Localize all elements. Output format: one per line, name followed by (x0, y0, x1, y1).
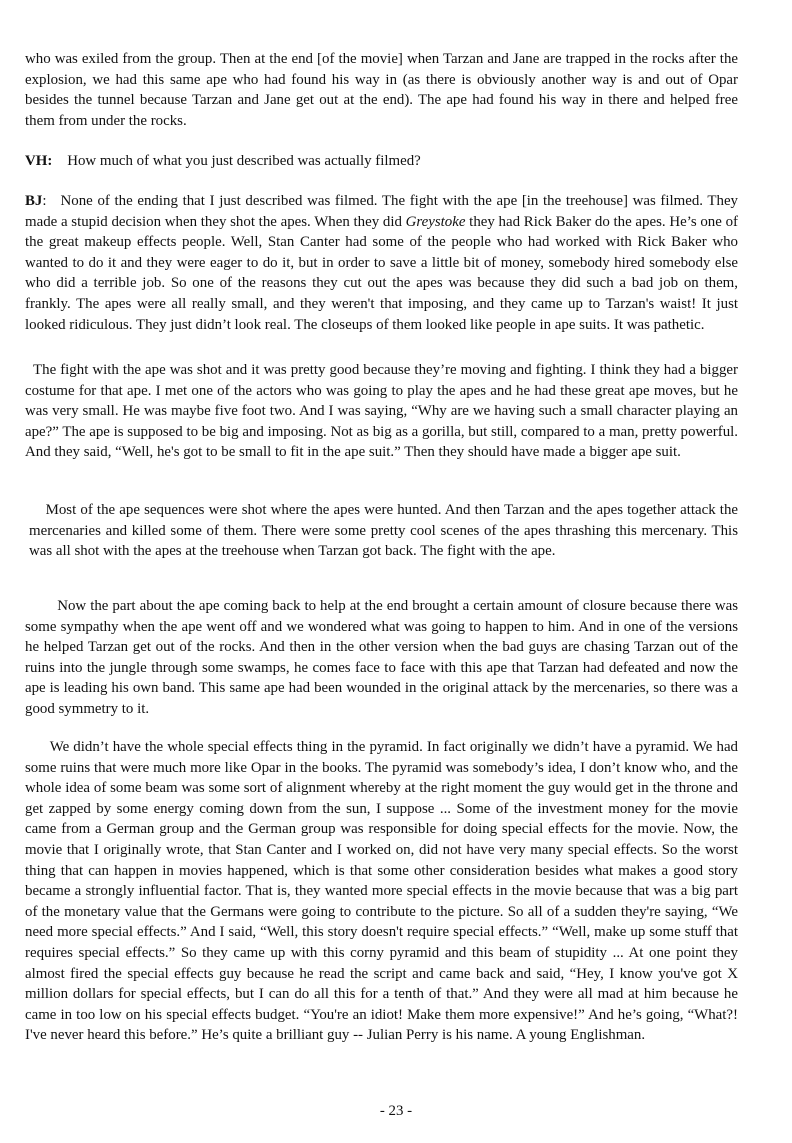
paragraph-ape-fight (25, 360, 738, 463)
paragraph-text: Now the part about the ape coming back to help at the end brought a certain amount of closure because there was some sympathy when the ape went off and we wondered what was going to happen to him. And in one of the versions he helped Tarzan get out of the rocks. And then in the other version when the bad guys are chasing Tarzan out of the ruins into the jungle through some swamps, he comes face to face with this ape that Tarzan had defeated and now the ape is leading his own band. This same ape had been wounded in the original attack by the mercenaries, so there was a good symmetry to it. (25, 598, 738, 717)
page-number: - 23 - (379, 1103, 413, 1119)
film-title-greystoke: Greystoke (405, 213, 466, 230)
paragraph-ape-sequences (29, 500, 738, 562)
answer-bj (25, 191, 738, 335)
paragraph-text: The fight with the ape was shot and it was pretty good because they’re moving and fighting. I think they had a bigger costume for that ape. I met one of the actors who was going to play the apes and he had these great ape moves, but he was very small. He was maybe five foot two. And I was saying, “Why are we having such a small character playing an ape?” The ape is supposed to be big and imposing. Not as big as a gorilla, but still, compared to a man, pretty powerful. And they said, “Well, he's got to be small to fit in the ape suit.” Then they should have made a bigger ape suit. (25, 362, 738, 461)
answer-text-part-2: they had Rick Baker do the apes. He’s one of the great makeup effects people. Well, Stan Canter had some of the people who had worked with Rick Baker who wanted to do it and they were eager to do it, but in order to save a little bit of money, somebody hired somebody else who did a terrible job. So one of the reasons they cut out the apes was because they did such a bad job on them, frankly. The apes were all really small, and they weren't that imposing, and they came up to Tarzan's waist! It just looked ridiculous. They just didn’t look real. The closeups of them looked like people in ape suits. It was pathetic. (25, 213, 738, 333)
paragraph-text: Most of the ape sequences were shot where the apes were hunted. And then Tarzan and the apes together attack the mercenaries and killed some of them. There were some pretty cool scenes of the apes thrashing this mercenary. This was all shot with the apes at the treehouse when Tarzan got back. The fight with the ape. (29, 502, 738, 560)
paragraph-text: We didn’t have the whole special effects thing in the pyramid. In fact originally we didn’t have a pyramid. We had some ruins that were much more like Opar in the books. The pyramid was somebody’s idea, I don’t know who, and the whole idea of some beam was some sort of alignment whereby at the right moment the guy would get in the throne and get zapped by some energy coming down from the sun, I suppose ... Some of the investment money for the movie came from a German group and the German group was responsible for doing special effects for the movie. Now, the movie that I originally wrote, that Stan Canter and I worked on, did not have very many special effects. So the worst thing that can happen in movies happened, which is that some other consideration besides what makes a good story became a strongly influential factor. That is, they wanted more special effects in the movie because that was a big part of the monetary value that the Germans were going to contribute to the picture. So all of a sudden they're saying, “We need more special effects.” And I said, “Well, this story doesn't require special effects.” “Well, make up some stuff that requires special effects.” So they came up with this corny pyramid and this beam of stupidity ... At one point they almost fired the special effects guy because he read the script and came back and said, “Hey, I know you've got X million dollars for special effects, but I can do all this for a tenth of that.” And they were all mad at him because he came in too low on his special effects budget. “You're an idiot! Make them more expensive!” And he’s going, “What?! I've never heard this before.” He’s quite a brilliant guy -- Julian Perry is his name. A young Englishman. (25, 739, 739, 1044)
question-vh (25, 151, 738, 172)
speaker-label: VH: (25, 153, 53, 169)
speaker-separator: : (42, 193, 47, 209)
paragraph-special-effects (25, 737, 738, 1046)
paragraph-exiled-ape (25, 49, 738, 131)
paragraph-closure (25, 596, 738, 720)
answer-text-part-1: None of the ending that I just described was filmed. The fight with the ape [in the treehouse] was filmed. They made a stupid decision when they shot the apes. When they did (25, 193, 738, 230)
speaker-label: BJ (25, 193, 43, 209)
question-text: How much of what you just described was actually filmed? (67, 153, 421, 169)
paragraph-text: who was exiled from the group. Then at the end [of the movie] when Tarzan and Jane are trapped in the rocks after the explosion, we had this same ape who had found his way in (as there is obviously another way is and out of Opar besides the tunnel because Tarzan and Jane get out at the end). The ape had found his way in there and helped free them from under the rocks. (25, 51, 738, 129)
